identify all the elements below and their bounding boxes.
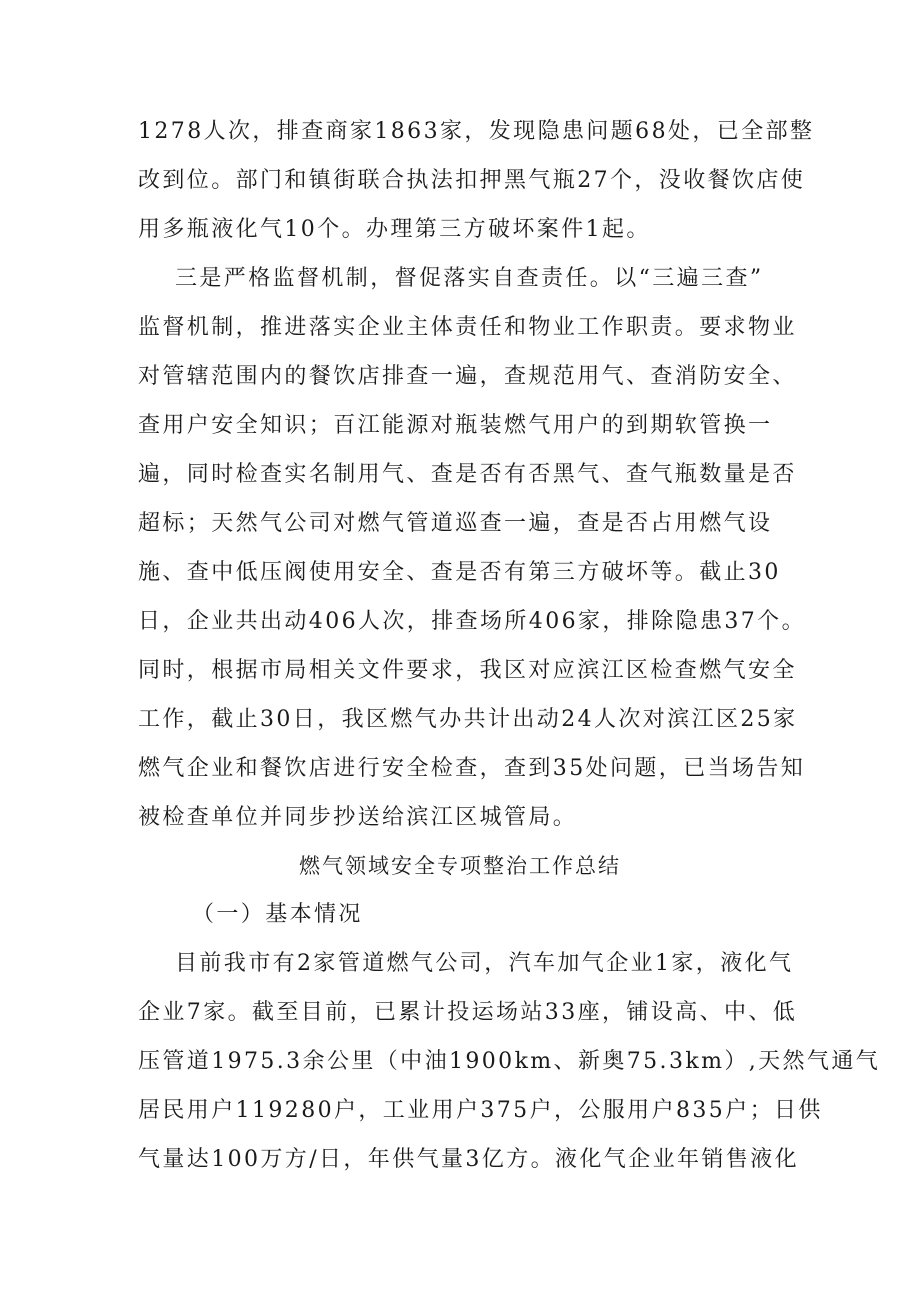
paragraph-line: 压管道1975.3余公里（中油1900km、新奥75.3km）,天然气通气 <box>138 1049 881 1074</box>
paragraph-line: 改到位。部门和镇街联合执法扣押黑气瓶27个，没收餐饮店使 <box>138 168 806 193</box>
paragraph-line: 企业7家。截至目前，已累计投运场站33座，铺设高、中、低 <box>138 1000 798 1025</box>
sub-heading: （一）基本情况 <box>192 902 363 927</box>
paragraph-line: 用多瓶液化气10个。办理第三方破坏案件1起。 <box>138 217 651 242</box>
paragraph-line: 施、查中低压阀使用安全、查是否有第三方破坏等。截止30 <box>138 560 781 585</box>
paragraph-line: 日，企业共出动406人次，排查场所406家，排除隐患37个。 <box>138 609 806 634</box>
paragraph-line: 监督机制，推进落实企业主体责任和物业工作职责。要求物业 <box>138 315 797 340</box>
paragraph-line: 居民用户119280户，工业用户375户，公服用户835户；日供 <box>138 1098 823 1123</box>
paragraph-line: 对管辖范围内的餐饮店排查一遍，查规范用气、查消防安全、 <box>138 364 797 389</box>
paragraph-line: 同时，根据市局相关文件要求，我区对应滨江区检查燃气安全 <box>138 658 797 683</box>
section-title: 燃气领域安全专项整治工作总结 <box>299 854 621 878</box>
paragraph-line: 被检查单位并同步抄送给滨江区城管局。 <box>138 805 578 830</box>
paragraph-line: 遍，同时检查实名制用气、查是否有否黑气、查气瓶数量是否 <box>138 462 797 487</box>
paragraph-line: 查用户安全知识；百江能源对瓶装燃气用户的到期软管换一 <box>138 413 773 438</box>
paragraph-line: 燃气企业和餐饮店进行安全检查，查到35处问题，已当场告知 <box>138 756 806 781</box>
paragraph-line: 三是严格监督机制，督促落实自查责任。以“三遍三查” <box>175 266 764 291</box>
paragraph-line: 目前我市有2家管道燃气公司，汽车加气企业1家，液化气 <box>175 951 794 976</box>
paragraph-line: 1278人次，排查商家1863家，发现隐患问题68处，已全部整 <box>138 119 815 144</box>
paragraph-line: 工作，截止30日，我区燃气办共计出动24人次对滨江区25家 <box>138 707 798 732</box>
paragraph-line: 气量达100万方/日，年供气量3亿方。液化气企业年销售液化 <box>138 1147 800 1172</box>
paragraph-line: 超标；天然气公司对燃气管道巡查一遍，查是否占用燃气设 <box>138 511 773 536</box>
